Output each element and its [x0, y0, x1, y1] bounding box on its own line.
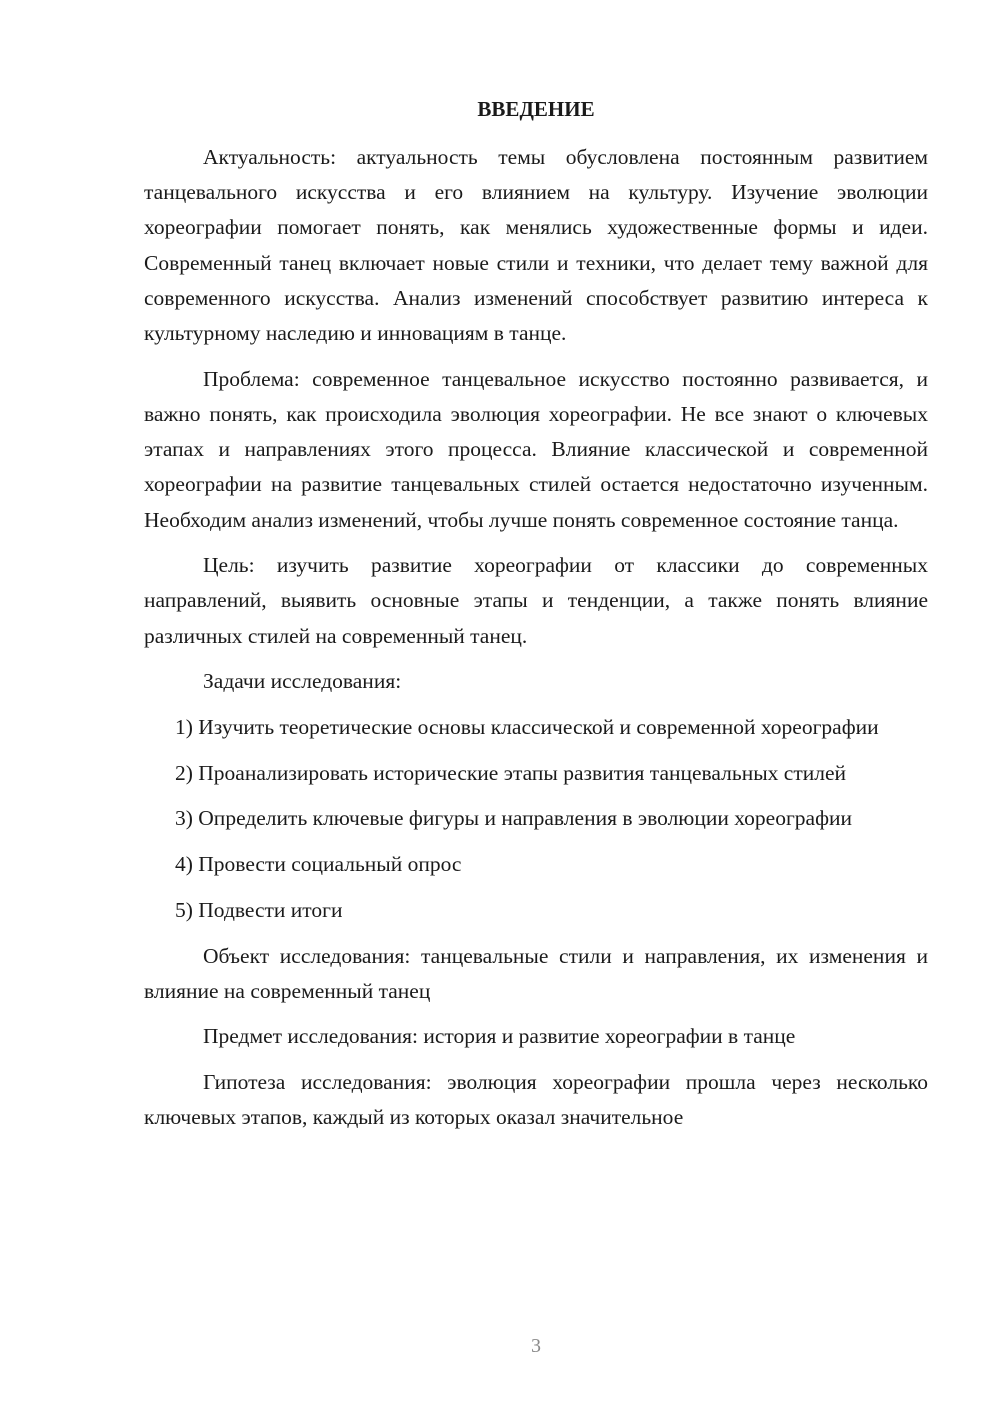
hypothesis-paragraph: Гипотеза исследования: эволюция хореографии прошла через несколько ключевых этапов, каждый из которых оказал значительное	[144, 1070, 928, 1130]
task-item-5: 5) Подвести итоги	[175, 897, 343, 922]
problem-paragraph: Проблема: современное танцевальное искусство постоянно развивается, и важно понять, как происходила эволюция хореографии. Не все знают о ключевых этапах и направлениях этого процесса. Влияние классической и современной хореографии на развитие танцевальных стилей остается недостаточно изученным. Необходим анализ изменений, чтобы лучше понять современное состояние танца.	[144, 366, 928, 532]
goal-paragraph: Цель: изучить развитие хореографии от классики до современных направлений, выявить основные этапы и тенденции, а также понять влияние различных стилей на современный танец.	[144, 553, 928, 648]
relevance-paragraph: Актуальность: актуальность темы обусловлена постоянным развитием танцевального искусства и его влиянием на культуру. Изучение эволюции хореографии помогает понять, как менялись художественные формы и идеи. Современный танец включает новые стили и техники, что делает тему важной для современного искусства. Анализ изменений способствует развитию интереса к культурному наследию и инновациям в танце.	[144, 145, 928, 346]
document-page	[144, 92, 928, 1136]
tasks-heading: Задачи исследования:	[203, 669, 402, 694]
task-item-1: 1) Изучить теоретические основы классической и современной хореографии	[175, 715, 879, 740]
object-paragraph: Объект исследования: танцевальные стили и направления, их изменения и влияние на современный танец	[144, 943, 928, 1003]
subject-paragraph: Предмет исследования: история и развитие хореографии в танце	[203, 1024, 796, 1049]
task-item-4: 4) Провести социальный опрос	[175, 852, 462, 877]
task-item-2: 2) Проанализировать исторические этапы развития танцевальных стилей	[175, 760, 846, 785]
task-item-3: 3) Определить ключевые фигуры и направления в эволюции хореографии	[175, 806, 853, 831]
section-heading: ВВЕДЕНИЕ	[477, 97, 595, 121]
tasks-list	[144, 710, 928, 928]
page-number: 3	[531, 1335, 541, 1357]
